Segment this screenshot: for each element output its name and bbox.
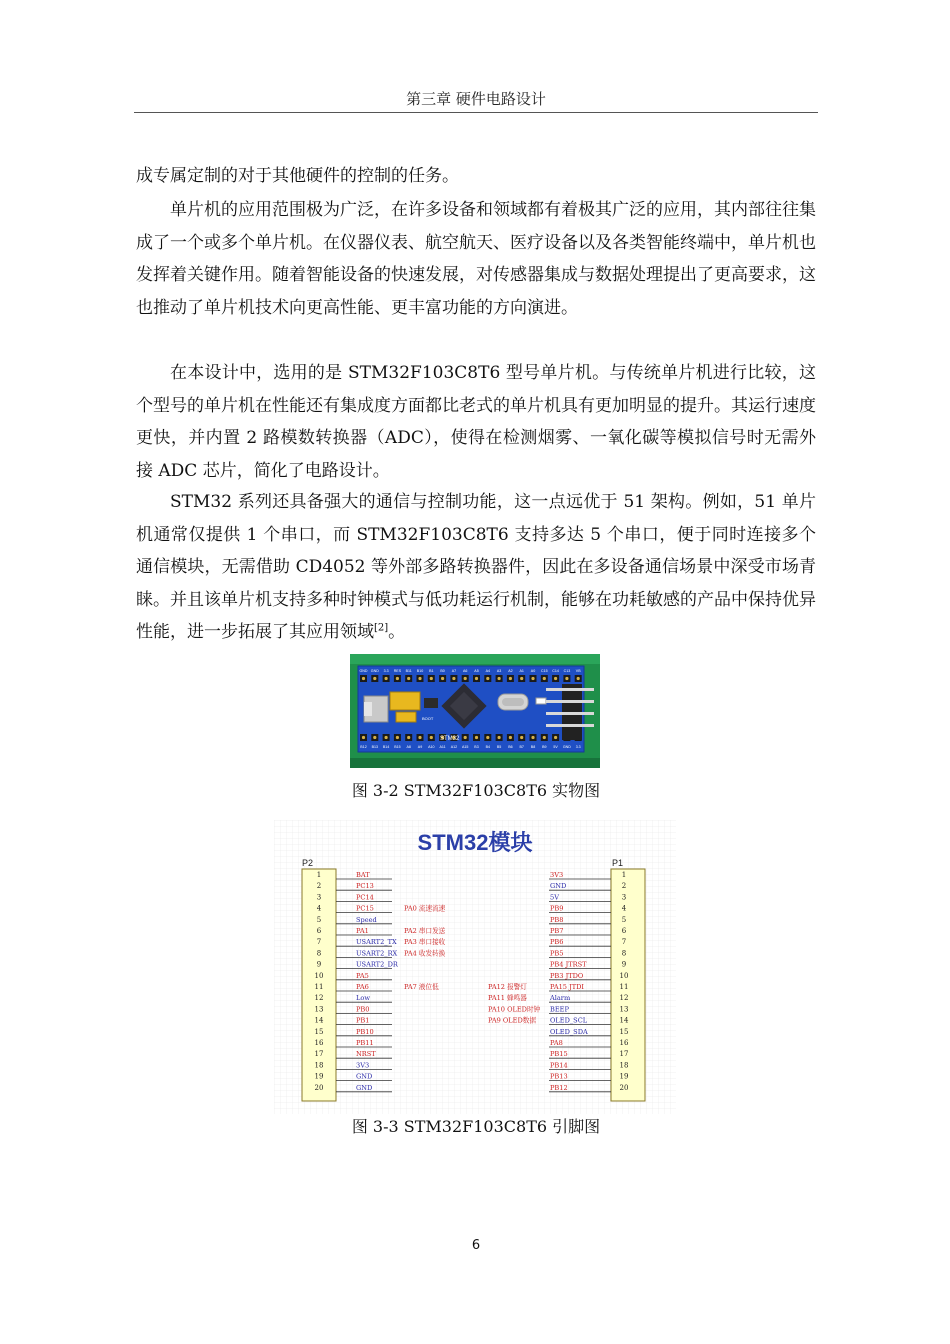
right-pin-number: 9: [621, 960, 627, 969]
left-pin-number: 14: [314, 1016, 324, 1025]
bottom-pin-label: A8: [406, 745, 411, 749]
left-net-label: PB11: [356, 1039, 374, 1047]
right-net-label: PA8: [550, 1039, 563, 1047]
paragraph-4-end: 。: [388, 622, 406, 643]
paragraph-3: 在本设计中，选用的是 STM32F103C8T6 型号单片机。与传统单片机进行比较，这个型号的单片机在性能还有集成度方面都比老式的单片机具有更加明显的提升。其运行速度更快，并内置 2 路模数转换器（ADC），使得在检测烟雾、一氧化碳等模拟信号时无需外接 ADC 芯片，简化了电路设计。: [136, 363, 816, 481]
left-pin-number: 3: [316, 893, 322, 902]
left-pin-number: 5: [316, 915, 322, 924]
left-net-label: GND: [356, 1072, 373, 1081]
right-net-label: PB3 JTDO: [550, 971, 584, 980]
left-pin-number: 9: [316, 960, 322, 969]
left-pin-number: 18: [314, 1061, 324, 1070]
top-pin-label: GND: [370, 669, 379, 673]
right-net-label: Alarm: [550, 994, 571, 1003]
left-pin-number: 6: [316, 927, 322, 935]
right-net-label: PB13: [550, 1072, 568, 1081]
left-net-label: PC13: [356, 882, 374, 891]
right-net-label: PB14: [550, 1061, 568, 1070]
bottom-pin-label: B3: [474, 745, 479, 749]
bottom-pin-label: A10: [428, 745, 435, 749]
right-pin-number: 16: [619, 1039, 629, 1047]
boot-jumper: [390, 692, 420, 710]
paragraph-1: 成专属定制的对于其他硬件的控制的任务。: [136, 166, 459, 186]
bottom-pin-label: B7: [519, 745, 524, 749]
right-pin-number: 18: [619, 1061, 629, 1070]
bottom-pin-label: B9: [542, 745, 547, 749]
left-annotation: PA0 流速流速: [404, 904, 446, 913]
right-net-label: PB9: [550, 904, 564, 913]
right-net-label: 3V3: [550, 871, 564, 879]
chip-label: STM32: [440, 736, 460, 742]
left-connector-label: P2: [302, 858, 314, 868]
right-pin-number: 13: [619, 1005, 629, 1014]
left-pin-number: 17: [314, 1050, 324, 1059]
left-pin-number: 11: [314, 983, 324, 991]
right-pin-number: 8: [621, 949, 627, 958]
right-pin-number: 15: [619, 1027, 629, 1036]
bottom-pin-label: B12: [360, 745, 367, 749]
paragraph-4: [136, 486, 816, 649]
board-photo: [350, 654, 600, 768]
right-pin-number: 3: [621, 893, 627, 902]
right-pin-number: 5: [621, 915, 627, 924]
left-net-label: Speed: [356, 915, 377, 924]
board-photo-image: [350, 654, 600, 768]
top-pin-label: 3.3: [383, 669, 389, 673]
page-number: 6: [471, 1238, 481, 1253]
right-net-label: GND: [550, 882, 567, 891]
left-net-label: NRST: [356, 1050, 376, 1059]
left-pin-number: 19: [314, 1072, 324, 1081]
top-pin-label: C13: [563, 669, 571, 673]
top-pin-label: A7: [451, 669, 457, 673]
left-net-label: PC15: [356, 904, 374, 913]
top-pin-label: A2: [508, 669, 513, 673]
right-annotation: PA9 OLED数据: [488, 1016, 536, 1025]
top-pin-label: B1: [429, 669, 434, 673]
left-annotation: PA3 串口接收: [404, 938, 446, 947]
left-net-label: PA1: [356, 927, 369, 935]
right-annotation: PA12 报警灯: [488, 983, 527, 991]
right-net-label: 5V: [550, 893, 559, 902]
paragraph-4-text: STM32 系列还具备强大的通信与控制功能，这一点远优于 51 架构。例如，51 单片机通常仅提供 1 个串口，而 STM32F103C8T6 支持多达 5 个串口，便于同时连接多个通信模块，无需借助 CD4052 等外部多路转换器件，因此在多设备通信场景中深受市场青睐。并且该单片机支持多种时钟模式与低功耗运行机制，能够在功耗敏感的产品中保持优异性能，进一步拓展了其应用领域: [136, 492, 816, 643]
right-pin-number: 2: [621, 882, 627, 891]
top-pin-label: A6: [462, 669, 468, 673]
citation-marker: [2]: [374, 622, 389, 634]
right-connector-label: P1: [612, 858, 624, 868]
right-pin-number: 19: [619, 1072, 629, 1081]
bottom-pin-label: B5: [496, 745, 502, 749]
left-net-label: USART2_TX: [356, 938, 397, 947]
left-net-label: PA6: [356, 983, 369, 991]
top-pin-label: B10: [416, 669, 424, 673]
right-pin-number: 1: [621, 871, 627, 879]
top-pin-label: GND: [359, 669, 368, 673]
bottom-pin-label: B15: [394, 745, 401, 749]
left-annotation: PA2 串口发送: [404, 927, 446, 935]
left-pin-number: 20: [314, 1083, 324, 1092]
left-pin-number: 4: [316, 904, 322, 913]
right-pin-number: 12: [619, 994, 629, 1003]
reset-button: [424, 698, 438, 708]
bottom-pin-label: A11: [439, 745, 446, 749]
top-pin-label: RES: [393, 669, 402, 673]
svg-text:BOOT: BOOT: [422, 716, 434, 721]
right-pin-number: 11: [619, 983, 629, 991]
bottom-pin-label: B4: [485, 745, 491, 749]
left-net-label: PB10: [356, 1027, 374, 1036]
left-net-label: Low: [356, 994, 370, 1003]
top-pin-label: A5: [474, 669, 479, 673]
bottom-pin-label: B8: [530, 745, 536, 749]
top-pin-label: A1: [519, 669, 524, 673]
left-net-label: USART2_RX: [356, 949, 398, 958]
bottom-pin-label: A12: [450, 745, 458, 749]
paragraph-2: 单片机的应用范围极为广泛，在许多设备和领域都有着极其广泛的应用，其内部往往集成了一个或多个单片机。在仪器仪表、航空航天、医疗设备以及各类智能终端中，单片机也发挥着关键作用。随着智能设备的快速发展，对传感器集成与数据处理提出了更高要求，这也推动了单片机技术向更高性能、更丰富功能的方向演进。: [136, 200, 816, 318]
right-net-label: PB6: [550, 938, 564, 947]
right-net-label: PA15 JTDI: [550, 983, 585, 991]
left-net-label: PC14: [356, 893, 374, 902]
right-net-label: PB12: [550, 1083, 568, 1092]
left-pin-number: 2: [316, 882, 322, 891]
right-pin-number: 17: [619, 1050, 629, 1059]
right-net-label: PB4 JTRST: [550, 960, 587, 969]
running-header: 第三章 硬件电路设计: [406, 90, 546, 108]
top-pin-label: A4: [485, 669, 491, 673]
left-net-label: USART2_DR: [356, 960, 398, 969]
left-net-label: PA5: [356, 971, 369, 980]
pinout-schematic-diagram: [274, 820, 676, 1114]
top-pin-label: VB: [575, 669, 581, 673]
top-pin-label: C14: [552, 669, 559, 673]
right-pin-number: 4: [621, 904, 627, 913]
left-pin-number: 13: [314, 1005, 324, 1014]
right-net-label: PB15: [550, 1050, 568, 1059]
right-net-label: OLED_SDA: [550, 1027, 588, 1036]
figure-3-2-caption: 图 3-2 STM32F103C8T6 实物图: [351, 781, 601, 800]
left-pin-number: 8: [316, 949, 322, 958]
right-pin-number: 14: [619, 1016, 629, 1025]
left-pin-number: 12: [314, 994, 324, 1003]
left-annotation: PA7 液位低: [404, 983, 439, 991]
right-annotation: PA11 蜂鸣器: [488, 994, 527, 1003]
left-pin-number: 7: [316, 938, 322, 947]
top-pin-label: A0: [530, 669, 536, 673]
pinout-schematic: [274, 820, 676, 1114]
figure-3-3-caption: 图 3-3 STM32F103C8T6 引脚图: [351, 1117, 601, 1136]
top-pin-label: C15: [541, 669, 548, 673]
left-pin-number: 10: [314, 971, 324, 980]
bottom-pin-label: B13: [371, 745, 379, 749]
bottom-pin-label: 5V: [553, 745, 558, 749]
bottom-pin-label: B6: [508, 745, 513, 749]
top-pin-label: B11: [405, 669, 412, 673]
right-pin-number: 7: [621, 938, 627, 947]
top-pin-label: B0: [440, 669, 445, 673]
left-net-label: GND: [356, 1083, 373, 1092]
right-net-label: PB8: [550, 915, 564, 924]
top-pin-label: A3: [496, 669, 502, 673]
right-net-label: PB7: [550, 927, 564, 935]
left-pin-number: 1: [316, 871, 322, 879]
schematic-title: STM32模块: [417, 830, 533, 855]
left-annotation: PA4 收发转换: [404, 949, 446, 958]
left-pin-number: 15: [314, 1027, 324, 1036]
right-annotation: PA10 OLED时钟: [488, 1005, 541, 1014]
right-pin-number: 20: [619, 1083, 629, 1092]
bottom-pin-label: 3.3: [575, 745, 581, 749]
bottom-pin-label: B14: [382, 745, 390, 749]
bottom-pin-label: A15: [461, 745, 469, 749]
bottom-pin-label: GND: [562, 745, 571, 749]
right-net-label: PB5: [550, 949, 564, 958]
right-net-label: BEEP: [550, 1005, 569, 1014]
left-net-label: 3V3: [356, 1061, 370, 1070]
right-net-label: OLED_SCL: [550, 1016, 588, 1025]
left-net-label: PB1: [356, 1016, 370, 1025]
left-pin-number: 16: [314, 1039, 324, 1047]
right-pin-number: 6: [621, 927, 627, 935]
bottom-pin-label: A9: [417, 745, 423, 749]
header-divider: [134, 112, 818, 113]
left-net-label: PB0: [356, 1005, 370, 1014]
right-pin-number: 10: [619, 971, 629, 980]
left-net-label: BAT: [356, 871, 370, 879]
